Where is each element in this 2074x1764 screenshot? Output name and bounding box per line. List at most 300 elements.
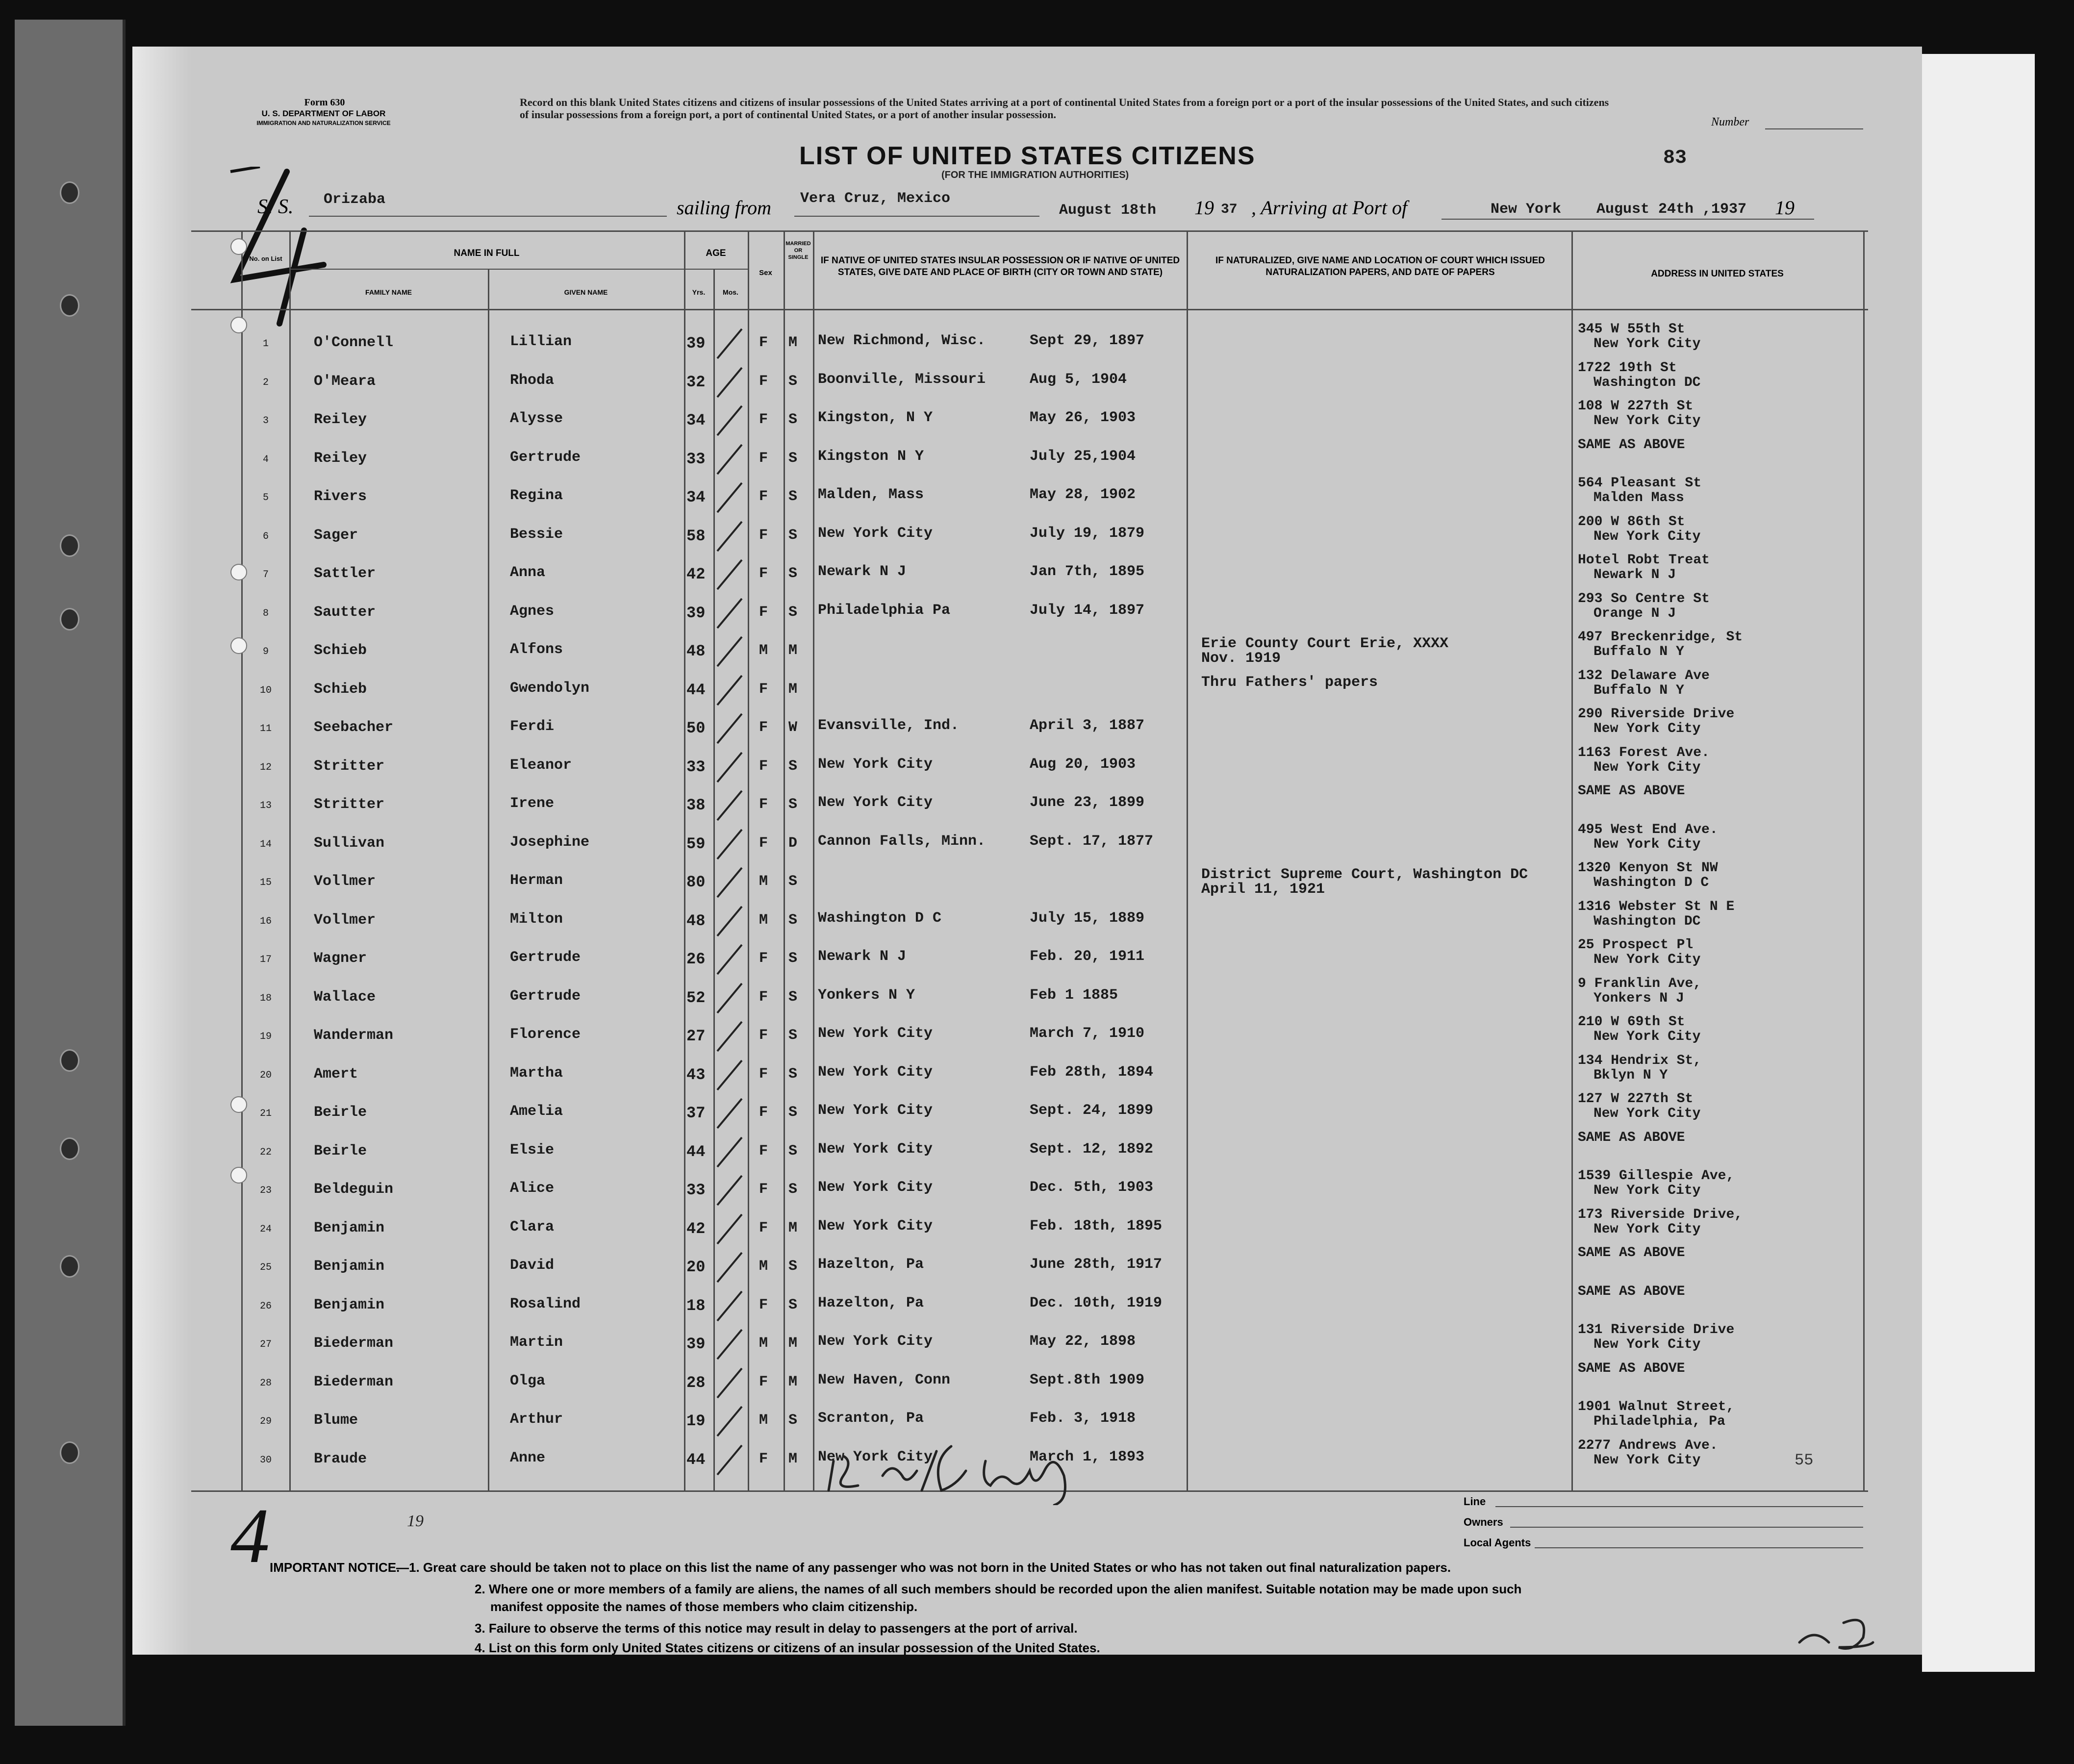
sex: F: [759, 1373, 768, 1390]
marital-status: M: [788, 680, 798, 698]
marital-status: M: [788, 1373, 798, 1390]
col-no-on-list: No. on List: [249, 255, 282, 262]
birth-date: July 15, 1889: [1030, 909, 1145, 927]
sex: F: [759, 488, 768, 505]
binder-edge: [15, 20, 126, 1726]
age-subheader-line: [684, 269, 748, 270]
sex: F: [759, 834, 768, 852]
row-number: 26: [259, 1300, 272, 1312]
age-years: 39: [686, 334, 706, 353]
age-years: 20: [686, 1258, 706, 1276]
address-line-2: New York City: [1593, 1106, 1701, 1121]
given-name: Alfons: [510, 641, 563, 658]
given-name: David: [510, 1257, 555, 1274]
owners-field: [1510, 1527, 1863, 1528]
address-line-2: New York City: [1593, 529, 1701, 544]
col-sex: Sex: [759, 269, 772, 277]
birth-place: New York City: [818, 1063, 933, 1081]
address-line-1: 345 W 55th St: [1578, 322, 1685, 337]
check-mark: [715, 634, 744, 669]
address-line-1: SAME AS ABOVE: [1578, 1130, 1685, 1145]
given-name: Anna: [510, 564, 546, 581]
age-years: 19: [686, 1412, 706, 1430]
address-line-1: 173 Riverside Drive,: [1578, 1207, 1743, 1222]
birth-place: New York City: [818, 794, 933, 811]
birth-date: July 14, 1897: [1030, 602, 1145, 619]
notice-1: —1. Great care should be taken not to place on this list the name of any passenger who was not born in the United States or who has not taken out final naturalization papers.: [396, 1560, 1451, 1575]
birth-place: Scranton, Pa: [818, 1410, 924, 1427]
family-name: Beirle: [314, 1142, 367, 1159]
check-mark: [715, 1212, 744, 1246]
page-number: 83: [1663, 147, 1687, 169]
birth-place: Kingston N Y: [818, 448, 924, 465]
agents-label: Local Agents: [1464, 1537, 1531, 1549]
address-line-1: 293 So Centre St: [1578, 591, 1710, 606]
punch-hole: [230, 564, 247, 580]
family-name: Biederman: [314, 1373, 394, 1390]
sex: F: [759, 1181, 768, 1198]
sex: F: [759, 565, 768, 582]
family-name: Wanderman: [314, 1027, 394, 1044]
family-name: Wagner: [314, 950, 367, 967]
marital-status: S: [788, 1412, 798, 1429]
marital-status: S: [788, 488, 798, 505]
birth-date: March 7, 1910: [1030, 1025, 1145, 1042]
notice-3: 3. Failure to observe the terms of this notice may result in delay to passengers at the port of arrival.: [475, 1621, 1078, 1636]
birth-place: Newark N J: [818, 563, 907, 580]
address-line-2: New York City: [1593, 1337, 1701, 1352]
address-line-1: SAME AS ABOVE: [1578, 1284, 1685, 1299]
family-name: Vollmer: [314, 911, 376, 929]
family-name: Seebacher: [314, 719, 394, 736]
col-divider: [748, 230, 749, 1490]
birth-date: Feb. 18th, 1895: [1030, 1217, 1163, 1235]
col-divider: [784, 230, 785, 1490]
address-line-1: 127 W 227th St: [1578, 1091, 1694, 1107]
check-mark: [715, 711, 744, 746]
check-mark: [715, 1173, 744, 1208]
given-name: Eleanor: [510, 756, 572, 774]
departure-port: Vera Cruz, Mexico: [800, 190, 951, 207]
birth-date: Sept.8th 1909: [1030, 1371, 1145, 1388]
col-name-in-full: NAME IN FULL: [454, 248, 520, 258]
naturalization-date: April 11, 1921: [1201, 881, 1325, 898]
marital-status: S: [788, 411, 798, 428]
age-years: 48: [686, 642, 706, 660]
marital-status: S: [788, 1258, 798, 1275]
col-married-single: MARRIED OR SINGLE: [785, 241, 811, 260]
row-number: 18: [259, 992, 272, 1004]
notice-2-cont: manifest opposite the names of those members who claim citizenship.: [490, 1599, 918, 1614]
naturalization-court: District Supreme Court, Washington DC: [1201, 866, 1528, 883]
sex: F: [759, 411, 768, 428]
notice-2: 2. Where one or more members of a family are aliens, the names of all such members should be recorded upon the alien manifest. Suitable notation may be made upon such: [475, 1582, 1522, 1596]
service-label: IMMIGRATION AND NATURALIZATION SERVICE: [256, 120, 391, 126]
family-name: Schieb: [314, 680, 367, 698]
birth-place: New York City: [818, 1179, 933, 1196]
address-line-1: 132 Delaware Ave: [1578, 668, 1710, 683]
marital-status: S: [788, 527, 798, 544]
row-number: 4: [262, 454, 269, 465]
address-line-2: Yonkers N J: [1593, 990, 1684, 1006]
birth-place: Philadelphia Pa: [818, 602, 951, 619]
marital-status: S: [788, 796, 798, 813]
birth-place: Hazelton, Pa: [818, 1256, 924, 1273]
number-line: [1765, 128, 1863, 129]
sex: F: [759, 1450, 768, 1467]
address-line-2: Malden Mass: [1593, 490, 1684, 505]
address-line-1: 1722 19th St: [1578, 360, 1677, 376]
row-number: 19: [259, 1031, 272, 1042]
given-name: Rosalind: [510, 1295, 581, 1312]
col-divider: [684, 230, 685, 1490]
family-name: Sattler: [314, 565, 376, 582]
check-mark: [715, 904, 744, 938]
handwritten-initial: [1795, 1613, 1883, 1652]
col-divider: [289, 230, 291, 1490]
birth-place: New Richmond, Wisc.: [818, 332, 986, 349]
address-line-1: 1539 Gillespie Ave,: [1578, 1168, 1735, 1184]
check-mark: [715, 673, 744, 707]
check-mark: [715, 1058, 744, 1092]
address-line-2: Newark N J: [1593, 567, 1676, 582]
birth-date: Sept 29, 1897: [1030, 332, 1145, 349]
age-years: 34: [686, 411, 706, 429]
birth-date: Feb 28th, 1894: [1030, 1063, 1154, 1081]
row-number: 8: [262, 607, 269, 619]
punch-hole: [230, 317, 247, 333]
birth-date: March 1, 1893: [1030, 1448, 1145, 1465]
check-mark: [715, 865, 744, 900]
departure-line: [794, 216, 1039, 217]
check-mark: [715, 557, 744, 592]
row-number: 9: [262, 646, 269, 657]
row-number: 16: [259, 915, 272, 927]
ship-line: [309, 216, 667, 217]
col-divider: [1571, 230, 1573, 1490]
age-years: 32: [686, 373, 706, 391]
number-label: Number: [1711, 116, 1749, 128]
given-name: Herman: [510, 872, 563, 889]
birth-place: Boonville, Missouri: [818, 371, 986, 388]
birth-place: Newark N J: [818, 948, 907, 965]
birth-place: Evansville, Ind.: [818, 717, 960, 734]
given-name: Anne: [510, 1449, 546, 1466]
birth-date: April 3, 1887: [1030, 717, 1145, 734]
check-mark: [715, 327, 744, 361]
col-age-years: Yrs.: [692, 288, 706, 296]
address-line-1: SAME AS ABOVE: [1578, 1361, 1685, 1376]
check-mark: [715, 596, 744, 630]
address-line-1: 1320 Kenyon St NW: [1578, 860, 1718, 876]
given-name: Irene: [510, 795, 555, 812]
check-mark: [715, 1019, 744, 1054]
given-name: Martha: [510, 1064, 563, 1082]
birth-place: New York City: [818, 1102, 933, 1119]
age-years: 50: [686, 719, 706, 737]
birth-date: Feb. 3, 1918: [1030, 1410, 1136, 1427]
address-line-2: New York City: [1593, 336, 1701, 352]
agents-field: [1535, 1547, 1863, 1548]
check-mark: [715, 1289, 744, 1323]
notice-4: 4. List on this form only United States citizens or citizens of an insular possession of the United States.: [475, 1640, 1100, 1655]
address-line-1: 134 Hendrix St,: [1578, 1053, 1702, 1068]
address-line-2: New York City: [1593, 836, 1701, 852]
sex: F: [759, 950, 768, 967]
address-line-1: 25 Prospect Pl: [1578, 937, 1694, 953]
punch-hole: [230, 238, 247, 255]
marital-status: S: [788, 1104, 798, 1121]
birth-date: Aug 5, 1904: [1030, 371, 1127, 388]
family-name: Reiley: [314, 450, 367, 467]
punch-hole: [230, 1096, 247, 1113]
birth-place: Hazelton, Pa: [818, 1294, 924, 1311]
address-line-2: New York City: [1593, 759, 1701, 775]
marital-status: W: [788, 719, 798, 736]
sex: F: [759, 527, 768, 544]
binder-hole: [60, 1137, 79, 1160]
family-name: Stritter: [314, 757, 385, 775]
marital-status: M: [788, 1335, 798, 1352]
address-line-2: New York City: [1593, 413, 1701, 428]
age-years: 44: [686, 680, 706, 699]
row-number: 29: [259, 1416, 272, 1427]
address-line-1: 9 Franklin Ave,: [1578, 976, 1702, 991]
check-mark: [715, 519, 744, 554]
sex: M: [759, 1412, 768, 1429]
given-name: Gertrude: [510, 949, 581, 966]
row-number: 3: [262, 415, 269, 427]
address-line-2: New York City: [1593, 1221, 1701, 1237]
table-top-border: [191, 230, 1868, 232]
given-name: Clara: [510, 1218, 555, 1235]
ss-label: S. S.: [257, 196, 294, 218]
birth-date: Dec. 5th, 1903: [1030, 1179, 1154, 1196]
row-number: 7: [262, 569, 269, 580]
given-name: Milton: [510, 910, 563, 928]
binder-hole: [60, 1441, 79, 1464]
age-years: 80: [686, 873, 706, 891]
family-name: O'Connell: [314, 334, 394, 351]
family-name: Reiley: [314, 411, 367, 428]
row-number: 24: [259, 1223, 272, 1235]
address-line-2: Washington DC: [1593, 375, 1701, 390]
arrival-port: New York: [1491, 201, 1562, 218]
row-number: 11: [259, 723, 272, 734]
age-years: 27: [686, 1027, 706, 1045]
age-years: 28: [686, 1373, 706, 1392]
address-line-1: 2277 Andrews Ave.: [1578, 1437, 1718, 1453]
birth-place: Washington D C: [818, 909, 942, 927]
punch-hole: [230, 637, 247, 654]
address-line-2: Bklyn N Y: [1593, 1067, 1668, 1083]
marital-status: S: [788, 988, 798, 1006]
family-name: Benjamin: [314, 1296, 385, 1313]
check-mark: [715, 1250, 744, 1285]
row-number: 21: [259, 1108, 272, 1119]
marital-status: S: [788, 604, 798, 621]
row-number: 12: [259, 761, 272, 773]
binder-hole: [60, 1255, 79, 1278]
family-name: Wallace: [314, 988, 376, 1006]
given-name: Gertrude: [510, 449, 581, 466]
sex: F: [759, 680, 768, 698]
age-years: 58: [686, 527, 706, 545]
address-line-1: 210 W 69th St: [1578, 1014, 1685, 1030]
row-number: 22: [259, 1146, 272, 1158]
owners-label: Owners: [1464, 1516, 1503, 1528]
name-subheader-line: [289, 269, 684, 270]
given-name: Martin: [510, 1334, 563, 1351]
row-number: 14: [259, 838, 272, 850]
given-name: Olga: [510, 1372, 546, 1389]
given-name: Regina: [510, 487, 563, 504]
col-age-months: Mos.: [723, 288, 738, 296]
sex: F: [759, 1219, 768, 1236]
naturalization-court: Erie County Court Erie, XXXX: [1201, 635, 1449, 652]
family-name: O'Meara: [314, 373, 376, 390]
address-line-1: 495 West End Ave.: [1578, 822, 1718, 837]
address-line-2: Orange N J: [1593, 605, 1676, 621]
age-years: 38: [686, 796, 706, 814]
col-given-name: GIVEN NAME: [564, 288, 608, 296]
col-divider: [1187, 230, 1188, 1490]
age-years: 26: [686, 950, 706, 968]
age-years: 33: [686, 450, 706, 468]
age-years: 37: [686, 1104, 706, 1122]
arrival-line: [1442, 219, 1814, 220]
birth-place: New York City: [818, 525, 933, 542]
family-name: Beirle: [314, 1104, 367, 1121]
ship-name: Orizaba: [324, 191, 386, 208]
birth-place: New York City: [818, 1025, 933, 1042]
birth-date: Feb. 20, 1911: [1030, 948, 1145, 965]
age-years: 44: [686, 1450, 706, 1469]
given-name: Ferdi: [510, 718, 555, 735]
binder-hole: [60, 294, 79, 317]
address-line-2: Buffalo N Y: [1593, 682, 1684, 698]
address-line-2: Washington D C: [1593, 875, 1709, 890]
sex: F: [759, 450, 768, 467]
sex: F: [759, 604, 768, 621]
row-number: 1: [262, 338, 269, 350]
birth-date: Sept. 17, 1877: [1030, 832, 1154, 850]
binder-hole: [60, 1049, 79, 1072]
col-age: AGE: [706, 248, 726, 258]
corner-number: 55: [1795, 1451, 1814, 1469]
check-mark: [715, 442, 744, 477]
birth-date: June 23, 1899: [1030, 794, 1145, 811]
row-number: 6: [262, 530, 269, 542]
col-family-name: FAMILY NAME: [365, 288, 412, 296]
given-name: Josephine: [510, 833, 590, 851]
address-line-2: New York City: [1593, 1183, 1701, 1198]
sex: M: [759, 911, 768, 929]
family-name: Blume: [314, 1412, 358, 1429]
given-name: Gwendolyn: [510, 680, 590, 697]
birth-date: May 28, 1902: [1030, 486, 1136, 503]
check-mark: [715, 788, 744, 823]
address-line-2: New York City: [1593, 1452, 1701, 1468]
sex: F: [759, 373, 768, 390]
given-name: Rhoda: [510, 372, 555, 389]
marital-status: D: [788, 834, 798, 852]
year-suffix: 37: [1221, 202, 1238, 217]
row-number: 20: [259, 1069, 272, 1081]
birth-date: Sept. 24, 1899: [1030, 1102, 1154, 1119]
marital-status: S: [788, 373, 798, 390]
check-mark: [715, 1135, 744, 1169]
birth-date: Dec. 10th, 1919: [1030, 1294, 1163, 1311]
address-line-1: SAME AS ABOVE: [1578, 1245, 1685, 1260]
marital-status: S: [788, 1142, 798, 1159]
age-years: 33: [686, 1181, 706, 1199]
age-years: 33: [686, 757, 706, 776]
age-years: 43: [686, 1065, 706, 1084]
family-name: Stritter: [314, 796, 385, 813]
birth-date: Feb 1 1885: [1030, 986, 1118, 1004]
departure-date: August 18th: [1059, 202, 1157, 219]
marital-status: S: [788, 565, 798, 582]
given-name: Elsie: [510, 1141, 555, 1159]
address-line-1: 1316 Webster St N E: [1578, 899, 1735, 914]
row-number: 5: [262, 492, 269, 504]
marital-status: M: [788, 1219, 798, 1236]
age-years: 42: [686, 1219, 706, 1238]
age-years: 52: [686, 988, 706, 1007]
trailing-year: 19: [1775, 197, 1795, 219]
family-name: Amert: [314, 1065, 358, 1083]
marital-status: S: [788, 1065, 798, 1083]
address-line-2: New York City: [1593, 952, 1701, 967]
col-divider: [813, 230, 814, 1490]
sailing-label: sailing from: [677, 197, 771, 219]
line-label: Line: [1464, 1495, 1486, 1508]
given-name: Agnes: [510, 603, 555, 620]
marital-status: S: [788, 450, 798, 467]
given-name: Lillian: [510, 333, 572, 350]
given-name: Gertrude: [510, 987, 581, 1005]
marital-status: M: [788, 1450, 798, 1467]
family-name: Vollmer: [314, 873, 376, 890]
binder-hole: [60, 608, 79, 630]
check-mark: [715, 827, 744, 861]
birth-date: Sept. 12, 1892: [1030, 1140, 1154, 1158]
age-years: 59: [686, 834, 706, 853]
birth-place: New Haven, Conn: [818, 1371, 951, 1388]
age-years: 39: [686, 604, 706, 622]
given-name: Alysse: [510, 410, 563, 427]
marital-status: M: [788, 642, 798, 659]
sex: F: [759, 719, 768, 736]
birth-date: Jan 7th, 1895: [1030, 563, 1145, 580]
row-number: 15: [259, 877, 272, 888]
marital-status: S: [788, 1296, 798, 1313]
family-name: Braude: [314, 1450, 367, 1467]
row-number: 13: [259, 800, 272, 811]
row-number: 10: [259, 684, 272, 696]
family-name: Beldeguin: [314, 1181, 394, 1198]
sex: F: [759, 796, 768, 813]
row-number: 23: [259, 1185, 272, 1196]
check-mark: [715, 942, 744, 977]
given-name: Arthur: [510, 1411, 563, 1428]
handwritten-small-mark: 19: [407, 1512, 424, 1530]
sex: F: [759, 1104, 768, 1121]
year-prefix: 19: [1194, 197, 1214, 219]
arrival-date: August 24th ,1937: [1596, 201, 1747, 218]
birth-date: July 19, 1879: [1030, 525, 1145, 542]
